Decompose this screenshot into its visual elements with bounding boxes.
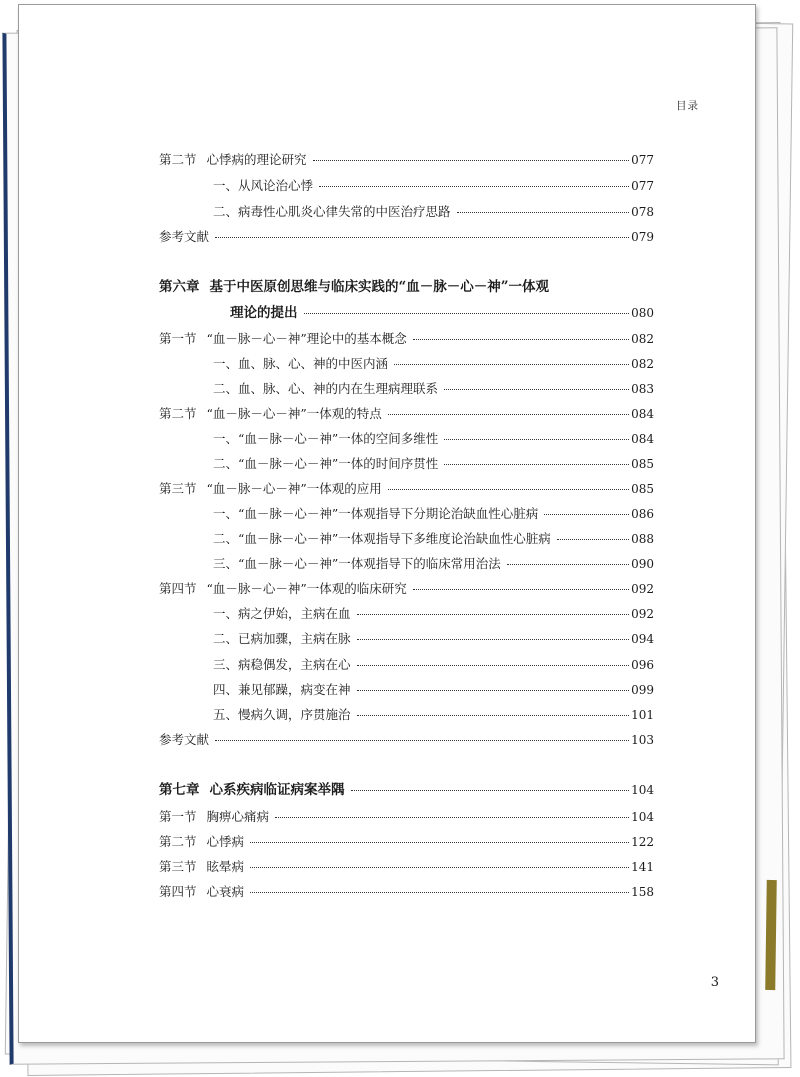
- toc-entry[interactable]: 二、“血－脉－心－神”一体观指导下多维度论治缺血性心脏病 088: [213, 531, 654, 546]
- leader-dots: [357, 715, 630, 716]
- leader-dots: [215, 237, 629, 238]
- toc-entry[interactable]: 四、兼见郁躁，病变在神 099: [213, 682, 654, 697]
- leader-dots: [457, 212, 630, 213]
- leader-dots: [394, 364, 629, 365]
- leader-dots: [413, 589, 629, 590]
- running-head: 目录: [676, 100, 699, 112]
- leader-dots: [304, 313, 630, 314]
- toc-entry[interactable]: 第二节 心悸病 122: [159, 834, 654, 849]
- toc-entry[interactable]: 一、血、脉、心、神的中医内涵 082: [213, 356, 654, 371]
- leader-dots: [357, 614, 630, 615]
- toc-entry[interactable]: 一、从风论治心悸 077: [213, 178, 654, 193]
- toc-entry[interactable]: 第四节 “血－脉－心－神”一体观的临床研究 092: [159, 581, 654, 596]
- leader-dots: [215, 740, 629, 741]
- toc-page: [18, 4, 756, 1043]
- leader-dots: [313, 160, 630, 161]
- leader-dots: [357, 639, 630, 640]
- leader-dots: [357, 690, 630, 691]
- toc-entry[interactable]: 一、病之伊始，主病在血 092: [213, 606, 654, 621]
- leader-dots: [444, 464, 629, 465]
- leader-dots: [351, 790, 630, 791]
- leader-dots: [544, 514, 629, 515]
- leader-dots: [444, 389, 629, 390]
- back-cover-accent: [765, 880, 777, 990]
- toc-entry[interactable]: 三、病稳偶发，主病在心 096: [213, 657, 654, 672]
- leader-dots: [250, 892, 629, 893]
- toc-entry[interactable]: 二、“血－脉－心－神”一体的时间序贯性 085: [213, 456, 654, 471]
- toc-entry[interactable]: 五、慢病久调，序贯施治 101: [213, 707, 654, 722]
- leader-dots: [444, 439, 629, 440]
- page-number: 3: [710, 975, 719, 990]
- leader-dots: [388, 489, 629, 490]
- leader-dots: [319, 186, 629, 187]
- toc-chapter[interactable]: 第七章 心系疾病临证病案举隅 104: [159, 782, 654, 798]
- toc-entry[interactable]: 第二节 “血－脉－心－神”一体观的特点 084: [159, 406, 654, 421]
- leader-dots: [507, 564, 629, 565]
- toc-entry[interactable]: 第四节 心衰病 158: [159, 884, 654, 899]
- toc-chapter-continued[interactable]: 理论的提出 080: [230, 305, 654, 321]
- toc-entry[interactable]: 第二节 心悸病的理论研究 077: [159, 152, 654, 167]
- toc-entry[interactable]: 二、已病加骤，主病在脉 094: [213, 631, 654, 646]
- toc-entry[interactable]: 第三节 “血－脉－心－神”一体观的应用 085: [159, 481, 654, 496]
- leader-dots: [250, 867, 629, 868]
- leader-dots: [413, 339, 629, 340]
- toc-entry[interactable]: 第一节 “血－脉－心－神”理论中的基本概念 082: [159, 331, 654, 346]
- toc-entry[interactable]: 第一节 胸痹心痛病 104: [159, 809, 654, 824]
- toc-entry[interactable]: 三、“血－脉－心－神”一体观指导下的临床常用治法 090: [213, 556, 654, 571]
- leader-dots: [250, 842, 629, 843]
- toc-chapter[interactable]: 第六章 基于中医原创思维与临床实践的“血－脉－心－神”一体观: [159, 279, 550, 295]
- leader-dots: [557, 539, 629, 540]
- toc-entry[interactable]: 参考文献 103: [159, 732, 654, 747]
- toc-entry[interactable]: 二、血、脉、心、神的内在生理病理联系 083: [213, 381, 654, 396]
- leader-dots: [357, 665, 630, 666]
- toc-entry[interactable]: 一、“血－脉－心－神”一体的空间多维性 084: [213, 431, 654, 446]
- toc-entry[interactable]: 二、病毒性心肌炎心律失常的中医治疗思路 078: [213, 204, 654, 219]
- toc-entry[interactable]: 第三节 眩晕病 141: [159, 859, 654, 874]
- leader-dots: [275, 817, 629, 818]
- toc-entry[interactable]: 参考文献 079: [159, 229, 654, 244]
- toc-entry[interactable]: 一、“血－脉－心－神”一体观指导下分期论治缺血性心脏病 086: [213, 506, 654, 521]
- leader-dots: [388, 414, 629, 415]
